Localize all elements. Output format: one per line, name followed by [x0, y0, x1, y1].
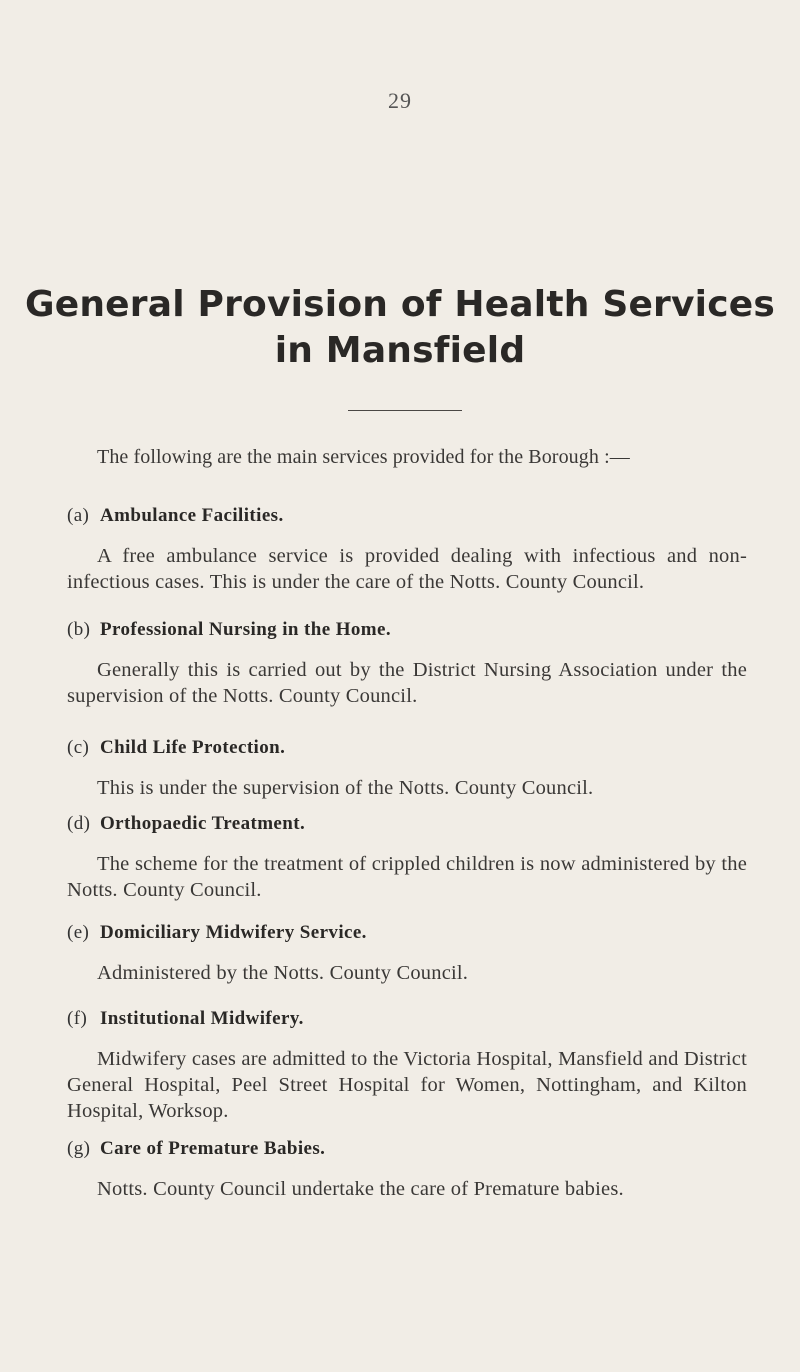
section-letter: (d): [67, 813, 91, 834]
section-heading: [67, 619, 747, 645]
section-d: [67, 813, 747, 903]
section-f: [67, 1008, 747, 1124]
section-heading: [67, 737, 747, 763]
section-body: Generally this is carried out by the District Nursing Association under the supervision of the Notts. County Council.: [67, 659, 747, 707]
section-letter: (g): [67, 1138, 91, 1159]
section-title: Professional Nursing in the Home.: [100, 619, 391, 640]
section-body: The scheme for the treatment of crippled children is now administered by the Notts. County Council.: [67, 853, 747, 901]
title-line-1: General Provision of Health Services: [24, 284, 776, 325]
section-body: Midwifery cases are admitted to the Victoria Hospital, Mansfield and District General Hospital, Peel Street Hospital for Women, Nottingham, and Kilton Hospital, Worksop.: [67, 1048, 747, 1122]
title-divider: [348, 410, 462, 411]
section-a: [67, 505, 747, 595]
intro-text: The following are the main services provided for the Borough :—: [97, 446, 630, 468]
section-b: [67, 619, 747, 709]
section-letter: (f): [67, 1008, 88, 1029]
section-heading: [67, 922, 747, 948]
section-body: This is under the supervision of the Notts. County Council.: [97, 777, 594, 799]
title-line-2: in Mansfield: [274, 330, 526, 371]
section-title: Care of Premature Babies.: [100, 1138, 326, 1159]
section-heading: [67, 1008, 747, 1034]
section-title: Domiciliary Midwifery Service.: [100, 922, 367, 943]
section-title: Ambulance Facilities.: [100, 505, 284, 526]
section-g: [67, 1138, 747, 1202]
page-title: [0, 282, 800, 374]
section-letter: (b): [67, 619, 91, 640]
section-letter: (e): [67, 922, 90, 943]
section-title: Orthopaedic Treatment.: [100, 813, 306, 834]
section-e: [67, 922, 747, 986]
section-c: [67, 737, 747, 801]
section-letter: (a): [67, 505, 90, 526]
section-heading: [67, 813, 747, 839]
section-body: A free ambulance service is provided dealing with infectious and non-infectious cases. This is under the care of the Notts. County Council.: [67, 545, 747, 593]
section-heading: [67, 505, 747, 531]
page-number: 29: [388, 88, 412, 113]
section-body: Administered by the Notts. County Council.: [97, 962, 469, 984]
section-letter: (c): [67, 737, 90, 758]
section-body: Notts. County Council undertake the care of Premature babies.: [97, 1178, 624, 1200]
section-title: Child Life Protection.: [100, 737, 286, 758]
section-heading: [67, 1138, 747, 1164]
section-title: Institutional Midwifery.: [100, 1008, 304, 1029]
